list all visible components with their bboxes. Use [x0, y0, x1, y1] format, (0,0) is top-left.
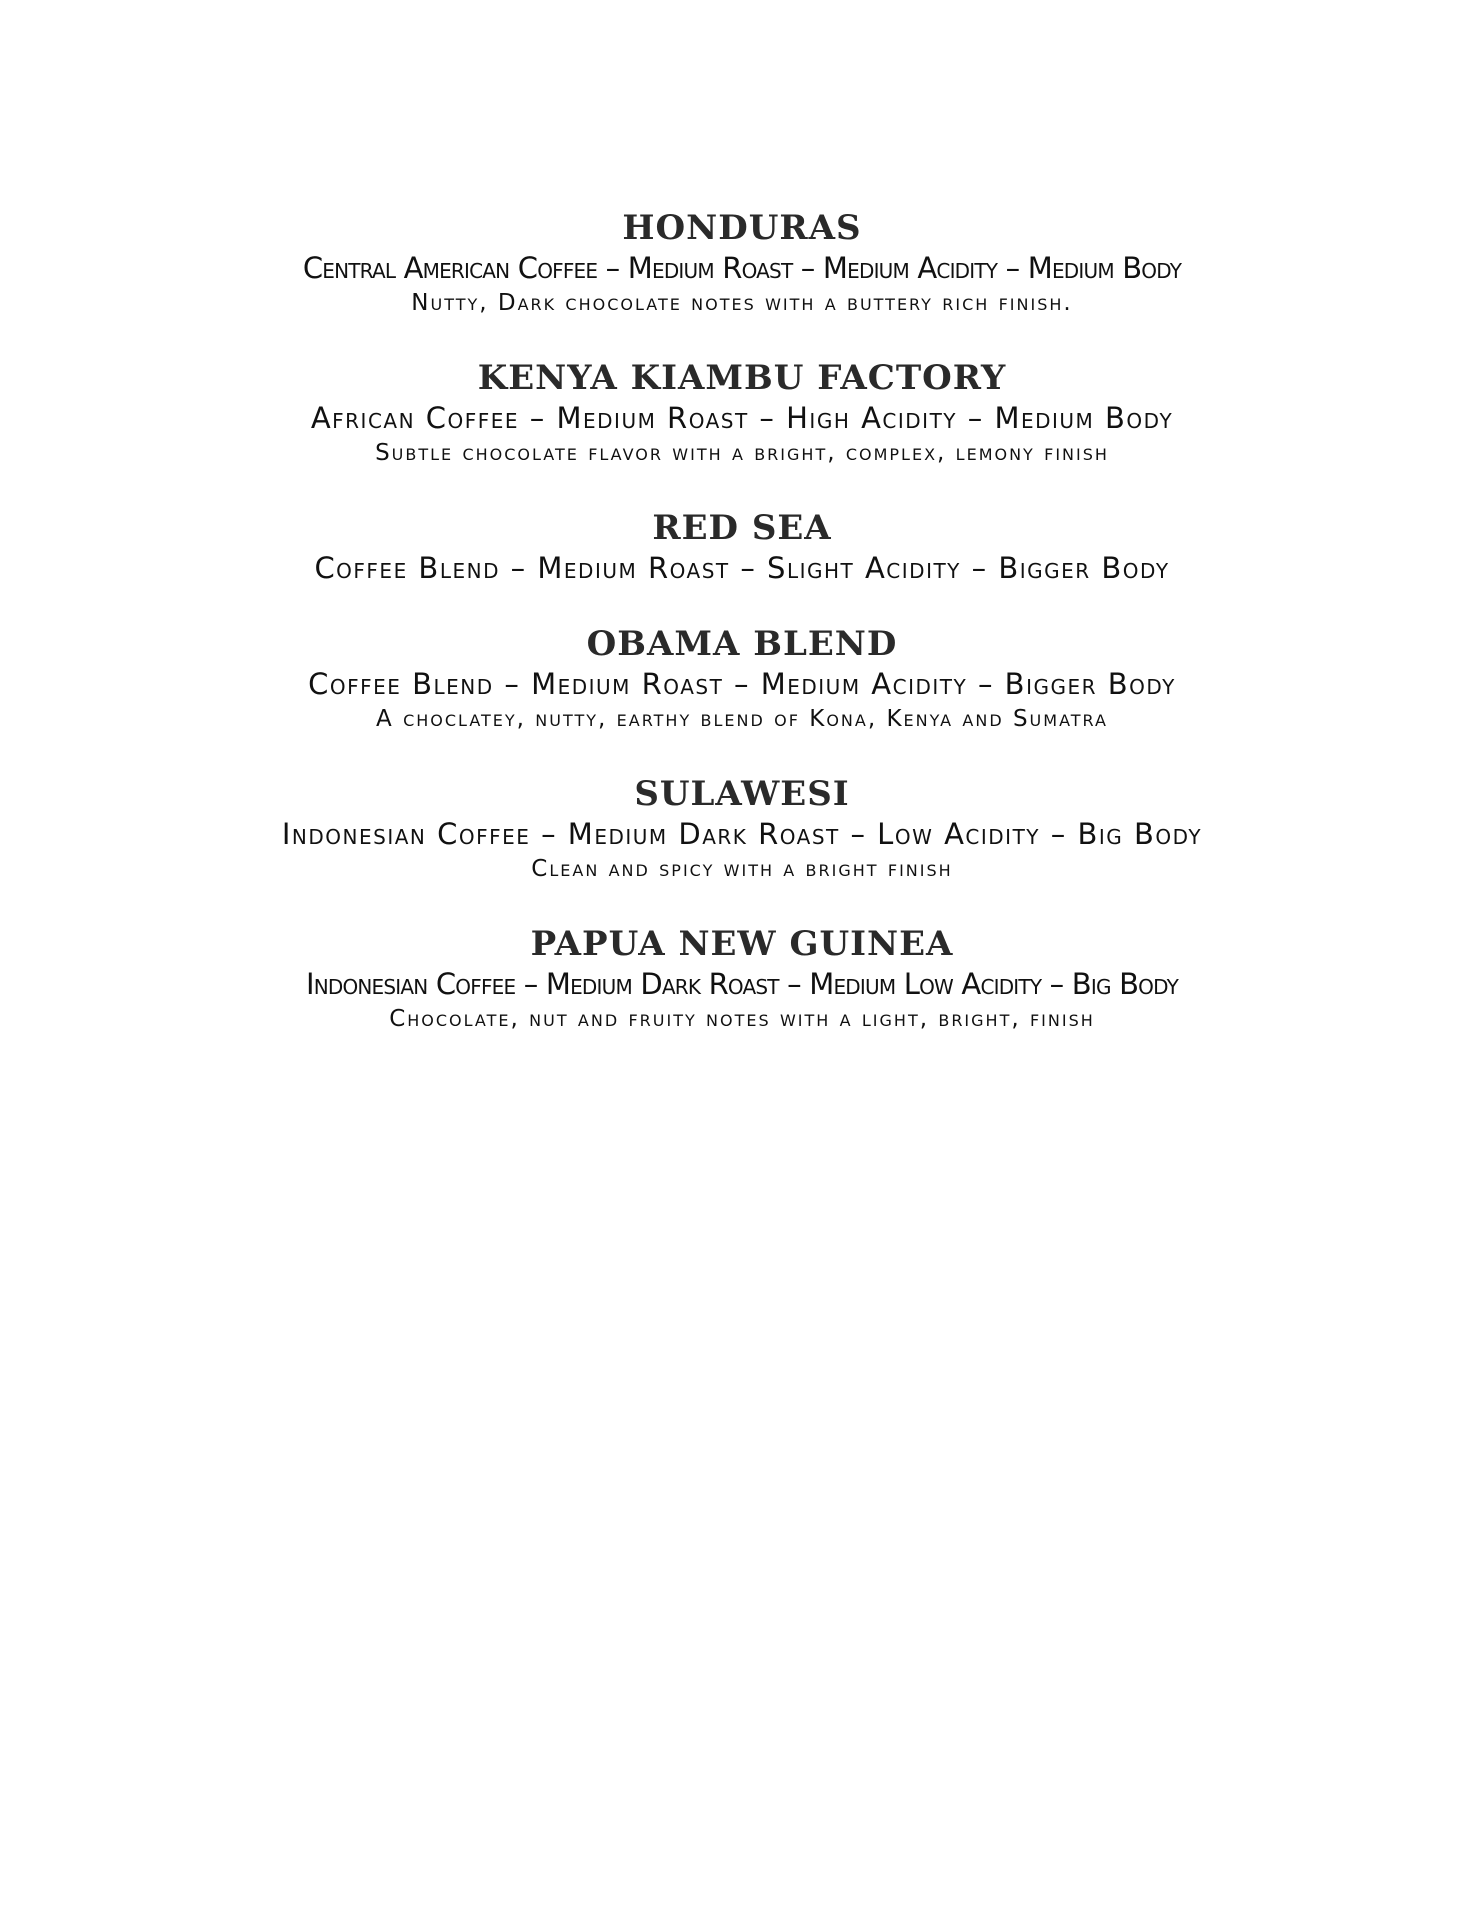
coffee-specs: African Coffee – Medium Roast – High Acidity – Medium Body: [310, 401, 1174, 435]
menu-item-papua-new-guinea: [0, 922, 1484, 1036]
tasting-notes: A choclatey, nutty, earthy blend of Kona, Kenya and Sumatra: [376, 706, 1108, 732]
menu-item-red-sea: [0, 506, 1484, 586]
coffee-specs: Central American Coffee – Medium Roast – Medium Acidity – Medium Body: [302, 251, 1182, 285]
coffee-name: RED SEA: [652, 508, 832, 548]
coffee-name: KENYA KIAMBU FACTORY: [477, 358, 1007, 398]
coffee-name: PAPUA NEW GUINEA: [530, 924, 954, 964]
coffee-specs: Indonesian Coffee – Medium Dark Roast – Low Acidity – Big Body: [281, 817, 1203, 851]
menu-item-obama-blend: [0, 622, 1484, 736]
coffee-name: HONDURAS: [622, 208, 862, 248]
coffee-menu: [0, 206, 1484, 1072]
coffee-name: OBAMA BLEND: [586, 624, 898, 664]
menu-item-sulawesi: [0, 772, 1484, 886]
coffee-specs: Coffee Blend – Medium Roast – Slight Acidity – Bigger Body: [314, 551, 1170, 585]
tasting-notes: Chocolate, nut and fruity notes with a light, bright, finish: [389, 1006, 1095, 1032]
menu-item-kenya-kiambu-factory: [0, 356, 1484, 470]
tasting-notes: Clean and spicy with a bright finish: [531, 856, 953, 882]
coffee-name: SULAWESI: [634, 774, 850, 814]
menu-item-honduras: [0, 206, 1484, 320]
coffee-specs: Indonesian Coffee – Medium Dark Roast – Medium Low Acidity – Big Body: [305, 967, 1179, 1001]
tasting-notes: Subtle chocolate flavor with a bright, complex, lemony finish: [375, 440, 1109, 466]
coffee-specs: Coffee Blend – Medium Roast – Medium Acidity – Bigger Body: [308, 667, 1176, 701]
tasting-notes: Nutty, Dark chocolate notes with a buttery rich finish.: [411, 290, 1073, 316]
